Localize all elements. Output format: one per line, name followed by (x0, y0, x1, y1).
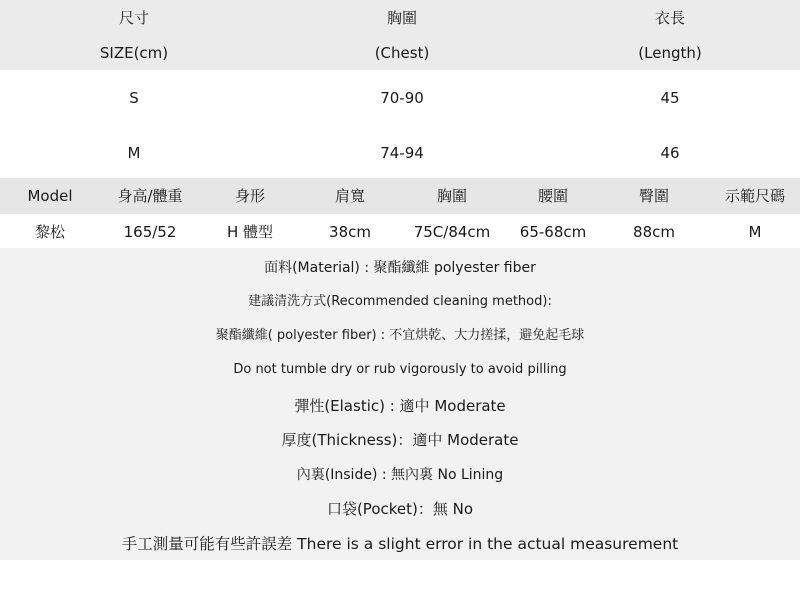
model-header-cell: 腰圍 (537, 187, 569, 205)
model-header-cell: 身高/體重 (117, 187, 183, 205)
thickness-line: 厚度(Thickness)：適中 Moderate (281, 431, 519, 449)
length-header-zh: 衣長 (654, 9, 686, 27)
chest-cell: 74-94 (380, 144, 424, 162)
length-header-en: (Length) (638, 44, 702, 62)
size-table-header (0, 0, 800, 70)
model-header-cell: 示範尺碼 (724, 187, 786, 205)
model-cell: 75C/84cm (413, 223, 491, 241)
size-header-zh: 尺寸 (118, 9, 150, 27)
length-cell: 46 (660, 144, 680, 162)
chest-header-zh: 胸圍 (386, 9, 418, 27)
cleaning-title: 建議清洗方式(Recommended cleaning method): (248, 294, 552, 309)
cleaning-en-line: Do not tumble dry or rub vigorously to avoid pilling (233, 362, 567, 377)
material-line: 面料(Material) : 聚酯纖維 polyester fiber (264, 260, 536, 276)
model-cell: M (748, 223, 762, 241)
model-table-header (0, 178, 800, 214)
size-header-en: SIZE(cm) (99, 44, 169, 62)
cleaning-zh-line: 聚酯纖維( polyester fiber) : 不宜烘乾、大力搓揉，避免起毛球 (215, 328, 585, 343)
model-header-cell: Model (27, 187, 73, 205)
size-table-body (0, 70, 800, 178)
size-cell: M (127, 144, 141, 162)
model-cell: 65-68cm (519, 223, 587, 241)
model-header-cell: 臀圍 (638, 187, 670, 205)
model-cell: 黎松 (34, 223, 66, 241)
model-cell: 38cm (329, 223, 371, 241)
length-cell: 45 (660, 89, 680, 107)
model-cell: 88cm (633, 223, 675, 241)
measurement-note: 手工測量可能有些許誤差 There is a slight error in the actual measurement (121, 535, 679, 553)
pocket-line: 口袋(Pocket)：無 No (326, 500, 474, 518)
size-cell: S (129, 89, 139, 107)
model-header-cell: 身形 (234, 187, 266, 205)
model-table-row (0, 214, 800, 248)
inside-line: 內裏(Inside) : 無內裏 No Lining (296, 467, 504, 483)
model-cell: H 體型 (226, 223, 274, 241)
product-info-section (0, 248, 800, 560)
model-header-cell: 胸圍 (436, 187, 468, 205)
model-header-cell: 肩寬 (334, 187, 366, 205)
chest-cell: 70-90 (380, 89, 424, 107)
model-cell: 165/52 (123, 223, 177, 241)
chest-header-en: (Chest) (374, 44, 430, 62)
elastic-line: 彈性(Elastic) : 適中 Moderate (294, 397, 506, 415)
